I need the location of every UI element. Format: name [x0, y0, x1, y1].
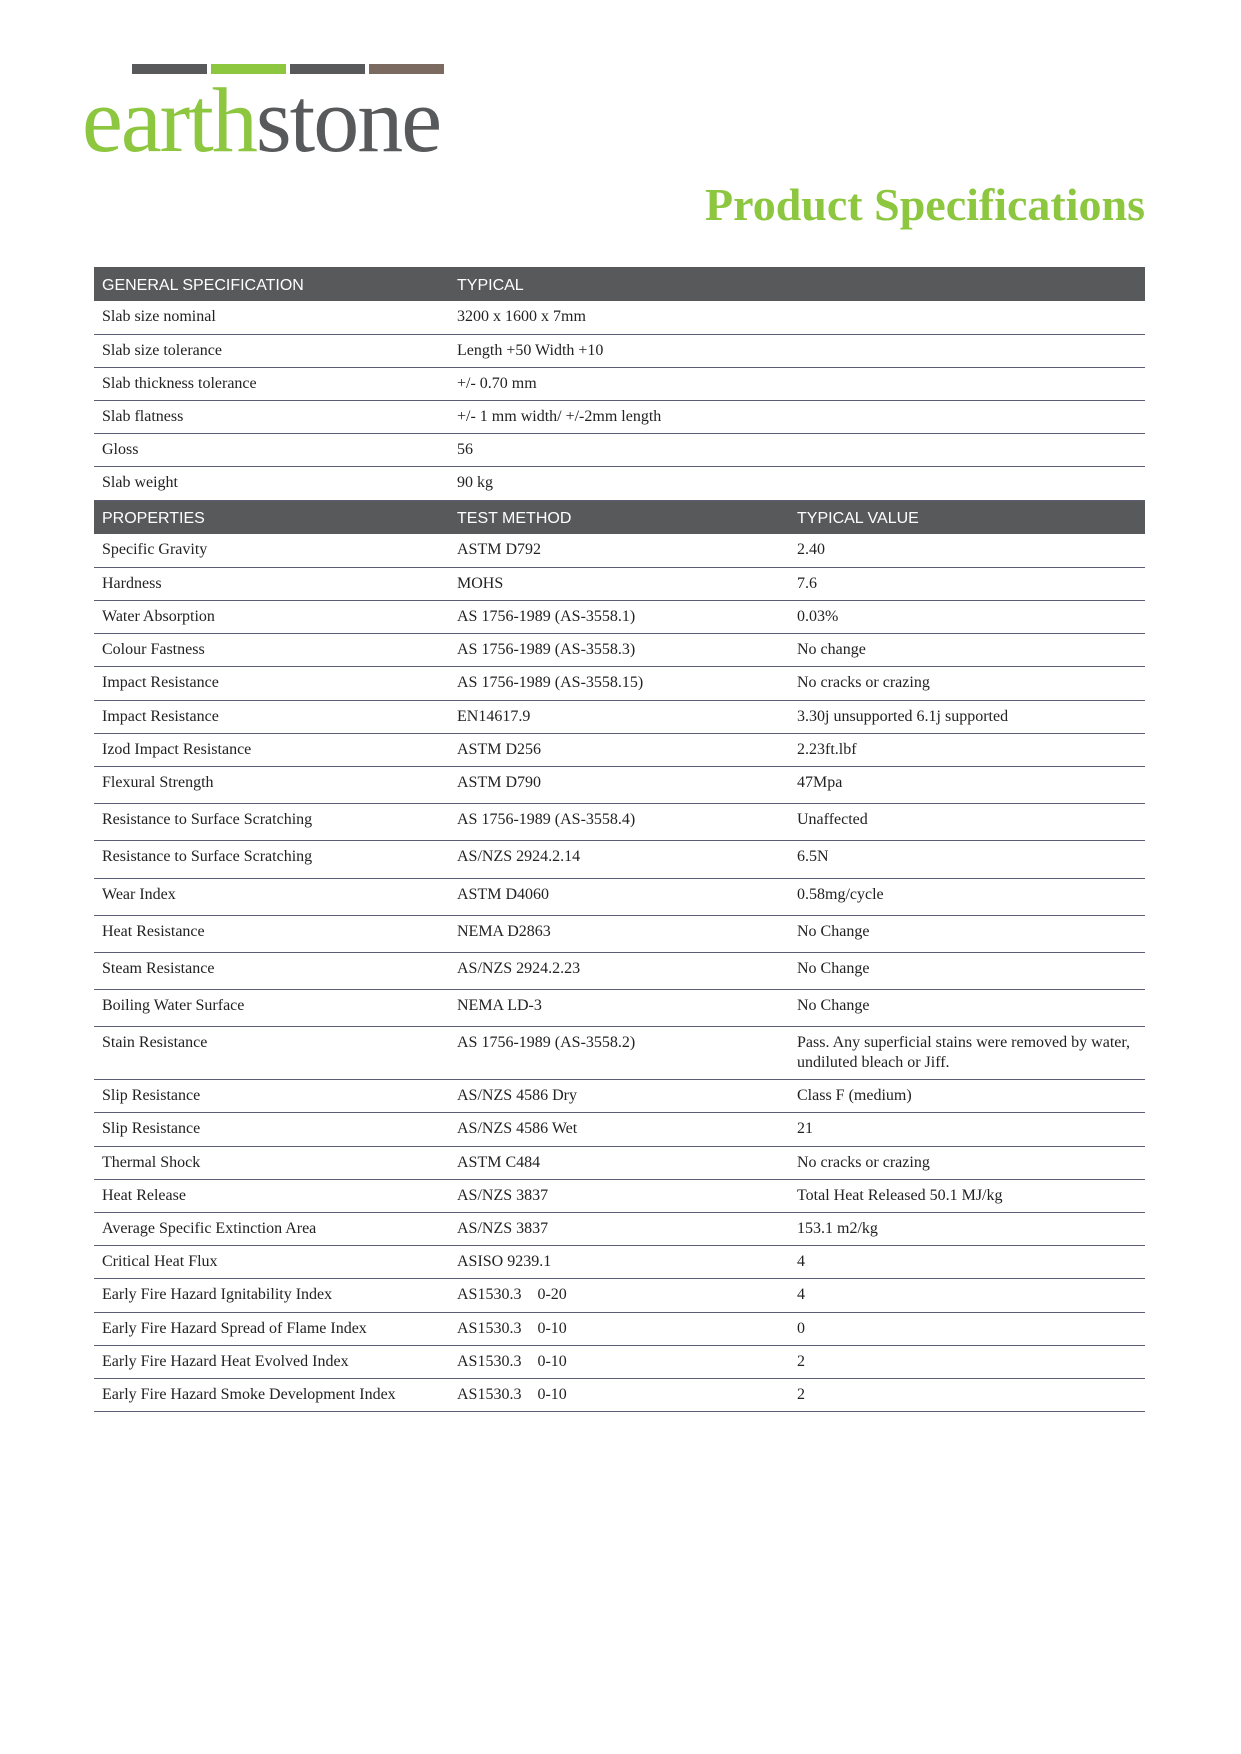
- property-name-cell: Impact Resistance: [94, 667, 449, 700]
- spec-typical-cell: +/- 1 mm width/ +/-2mm length: [449, 401, 1145, 434]
- logo-wordmark-earth: earth: [82, 69, 256, 171]
- spec-name-cell: Slab size nominal: [94, 301, 449, 334]
- test-method-cell: MOHS: [449, 567, 789, 600]
- property-name-cell: Wear Index: [94, 878, 449, 915]
- typical-value-cell: 0: [789, 1312, 1145, 1345]
- spec-name-cell: Gloss: [94, 434, 449, 467]
- typical-value-cell: 2: [789, 1378, 1145, 1411]
- test-method-cell: AS 1756-1989 (AS-3558.1): [449, 601, 789, 634]
- spec-name-cell: Slab thickness tolerance: [94, 367, 449, 400]
- typical-value-cell: 21: [789, 1113, 1145, 1146]
- general-specification-section: [94, 267, 1145, 500]
- spec-typical-cell: Length +50 Width +10: [449, 334, 1145, 367]
- table-row: [94, 733, 1145, 766]
- test-method-cell: NEMA LD-3: [449, 990, 789, 1027]
- column-header-test-method: TEST METHOD: [449, 500, 789, 534]
- typical-value-cell: 2.23ft.lbf: [789, 733, 1145, 766]
- property-name-cell: Specific Gravity: [94, 534, 449, 567]
- property-name-cell: Boiling Water Surface: [94, 990, 449, 1027]
- specification-table: [94, 267, 1145, 1412]
- spec-name-cell: Slab size tolerance: [94, 334, 449, 367]
- typical-value-cell: 2.40: [789, 534, 1145, 567]
- test-method-cell: AS 1756-1989 (AS-3558.15): [449, 667, 789, 700]
- spec-name-cell: Slab weight: [94, 467, 449, 500]
- property-name-cell: Steam Resistance: [94, 952, 449, 989]
- property-name-cell: Early Fire Hazard Heat Evolved Index: [94, 1345, 449, 1378]
- logo-wordmark: [82, 69, 441, 171]
- column-header-properties: PROPERTIES: [94, 500, 449, 534]
- property-name-cell: Flexural Strength: [94, 766, 449, 803]
- property-name-cell: Izod Impact Resistance: [94, 733, 449, 766]
- test-method-cell: NEMA D2863: [449, 915, 789, 952]
- table-row: [94, 1345, 1145, 1378]
- table-row: [94, 434, 1145, 467]
- table-row: [94, 1146, 1145, 1179]
- property-name-cell: Slip Resistance: [94, 1113, 449, 1146]
- property-name-cell: Early Fire Hazard Ignitability Index: [94, 1279, 449, 1312]
- property-name-cell: Early Fire Hazard Spread of Flame Index: [94, 1312, 449, 1345]
- test-method-cell: AS/NZS 4586 Dry: [449, 1080, 789, 1113]
- page-title: Product Specifications: [705, 179, 1145, 230]
- typical-value-cell: 47Mpa: [789, 766, 1145, 803]
- property-name-cell: Impact Resistance: [94, 700, 449, 733]
- test-method-cell: AS 1756-1989 (AS-3558.2): [449, 1027, 789, 1080]
- test-method-cell: ASTM D792: [449, 534, 789, 567]
- general-header-row: [94, 267, 1145, 301]
- column-header-typical-value: TYPICAL VALUE: [789, 500, 1145, 534]
- property-name-cell: Hardness: [94, 567, 449, 600]
- test-method-cell: ASTM D790: [449, 766, 789, 803]
- typical-value-cell: 6.5N: [789, 841, 1145, 878]
- properties-header-row: [94, 500, 1145, 534]
- table-row: [94, 841, 1145, 878]
- table-row: [94, 990, 1145, 1027]
- property-name-cell: Early Fire Hazard Smoke Development Index: [94, 1378, 449, 1411]
- typical-value-cell: No Change: [789, 990, 1145, 1027]
- test-method-cell: AS/NZS 3837: [449, 1213, 789, 1246]
- typical-value-cell: No Change: [789, 915, 1145, 952]
- table-row: [94, 804, 1145, 841]
- spec-typical-cell: +/- 0.70 mm: [449, 367, 1145, 400]
- properties-section: [94, 500, 1145, 1412]
- column-header-typical: TYPICAL: [449, 267, 1145, 301]
- test-method-cell: AS/NZS 4586 Wet: [449, 1113, 789, 1146]
- table-row: [94, 915, 1145, 952]
- test-method-cell: AS1530.3 0-20: [449, 1279, 789, 1312]
- property-name-cell: Stain Resistance: [94, 1027, 449, 1080]
- typical-value-cell: No Change: [789, 952, 1145, 989]
- table-row: [94, 401, 1145, 434]
- test-method-cell: AS/NZS 3837: [449, 1179, 789, 1212]
- typical-value-cell: 0.58mg/cycle: [789, 878, 1145, 915]
- test-method-cell: AS/NZS 2924.2.23: [449, 952, 789, 989]
- spec-typical-cell: 3200 x 1600 x 7mm: [449, 301, 1145, 334]
- test-method-cell: ASTM D4060: [449, 878, 789, 915]
- typical-value-cell: No change: [789, 634, 1145, 667]
- typical-value-cell: 0.03%: [789, 601, 1145, 634]
- test-method-cell: AS1530.3 0-10: [449, 1312, 789, 1345]
- typical-value-cell: Class F (medium): [789, 1080, 1145, 1113]
- test-method-cell: AS/NZS 2924.2.14: [449, 841, 789, 878]
- table-row: [94, 1312, 1145, 1345]
- typical-value-cell: 2: [789, 1345, 1145, 1378]
- property-name-cell: Resistance to Surface Scratching: [94, 804, 449, 841]
- table-row: [94, 766, 1145, 803]
- table-row: [94, 567, 1145, 600]
- table-row: [94, 467, 1145, 500]
- typical-value-cell: 4: [789, 1246, 1145, 1279]
- property-name-cell: Heat Resistance: [94, 915, 449, 952]
- table-row: [94, 1246, 1145, 1279]
- property-name-cell: Average Specific Extinction Area: [94, 1213, 449, 1246]
- typical-value-cell: No cracks or crazing: [789, 667, 1145, 700]
- column-header-general-specification: GENERAL SPECIFICATION: [94, 267, 449, 301]
- typical-value-cell: No cracks or crazing: [789, 1146, 1145, 1179]
- spec-typical-cell: 90 kg: [449, 467, 1145, 500]
- brand-logo: [82, 64, 502, 174]
- table-row: [94, 700, 1145, 733]
- property-name-cell: Heat Release: [94, 1179, 449, 1212]
- typical-value-cell: Pass. Any superficial stains were removed by water, undiluted bleach or Jiff.: [789, 1027, 1145, 1080]
- spec-typical-cell: 56: [449, 434, 1145, 467]
- typical-value-cell: 4: [789, 1279, 1145, 1312]
- test-method-cell: AS 1756-1989 (AS-3558.3): [449, 634, 789, 667]
- table-row: [94, 1113, 1145, 1146]
- test-method-cell: AS 1756-1989 (AS-3558.4): [449, 804, 789, 841]
- test-method-cell: AS1530.3 0-10: [449, 1378, 789, 1411]
- property-name-cell: Critical Heat Flux: [94, 1246, 449, 1279]
- property-name-cell: Water Absorption: [94, 601, 449, 634]
- logo-wordmark-stone: stone: [255, 69, 441, 171]
- table-row: [94, 301, 1145, 334]
- typical-value-cell: Total Heat Released 50.1 MJ/kg: [789, 1179, 1145, 1212]
- spec-name-cell: Slab flatness: [94, 401, 449, 434]
- typical-value-cell: Unaffected: [789, 804, 1145, 841]
- test-method-cell: ASISO 9239.1: [449, 1246, 789, 1279]
- test-method-cell: AS1530.3 0-10: [449, 1345, 789, 1378]
- table-row: [94, 1378, 1145, 1411]
- property-name-cell: Resistance to Surface Scratching: [94, 841, 449, 878]
- table-row: [94, 667, 1145, 700]
- table-row: [94, 1213, 1145, 1246]
- table-row: [94, 1179, 1145, 1212]
- typical-value-cell: 153.1 m2/kg: [789, 1213, 1145, 1246]
- table-row: [94, 878, 1145, 915]
- table-row: [94, 634, 1145, 667]
- table-row: [94, 601, 1145, 634]
- property-name-cell: Slip Resistance: [94, 1080, 449, 1113]
- property-name-cell: Thermal Shock: [94, 1146, 449, 1179]
- test-method-cell: EN14617.9: [449, 700, 789, 733]
- table-row: [94, 534, 1145, 567]
- table-row: [94, 334, 1145, 367]
- typical-value-cell: 7.6: [789, 567, 1145, 600]
- test-method-cell: ASTM D256: [449, 733, 789, 766]
- table-row: [94, 1027, 1145, 1080]
- property-name-cell: Colour Fastness: [94, 634, 449, 667]
- table-row: [94, 1279, 1145, 1312]
- table-row: [94, 952, 1145, 989]
- typical-value-cell: 3.30j unsupported 6.1j supported: [789, 700, 1145, 733]
- table-row: [94, 1080, 1145, 1113]
- test-method-cell: ASTM C484: [449, 1146, 789, 1179]
- table-row: [94, 367, 1145, 400]
